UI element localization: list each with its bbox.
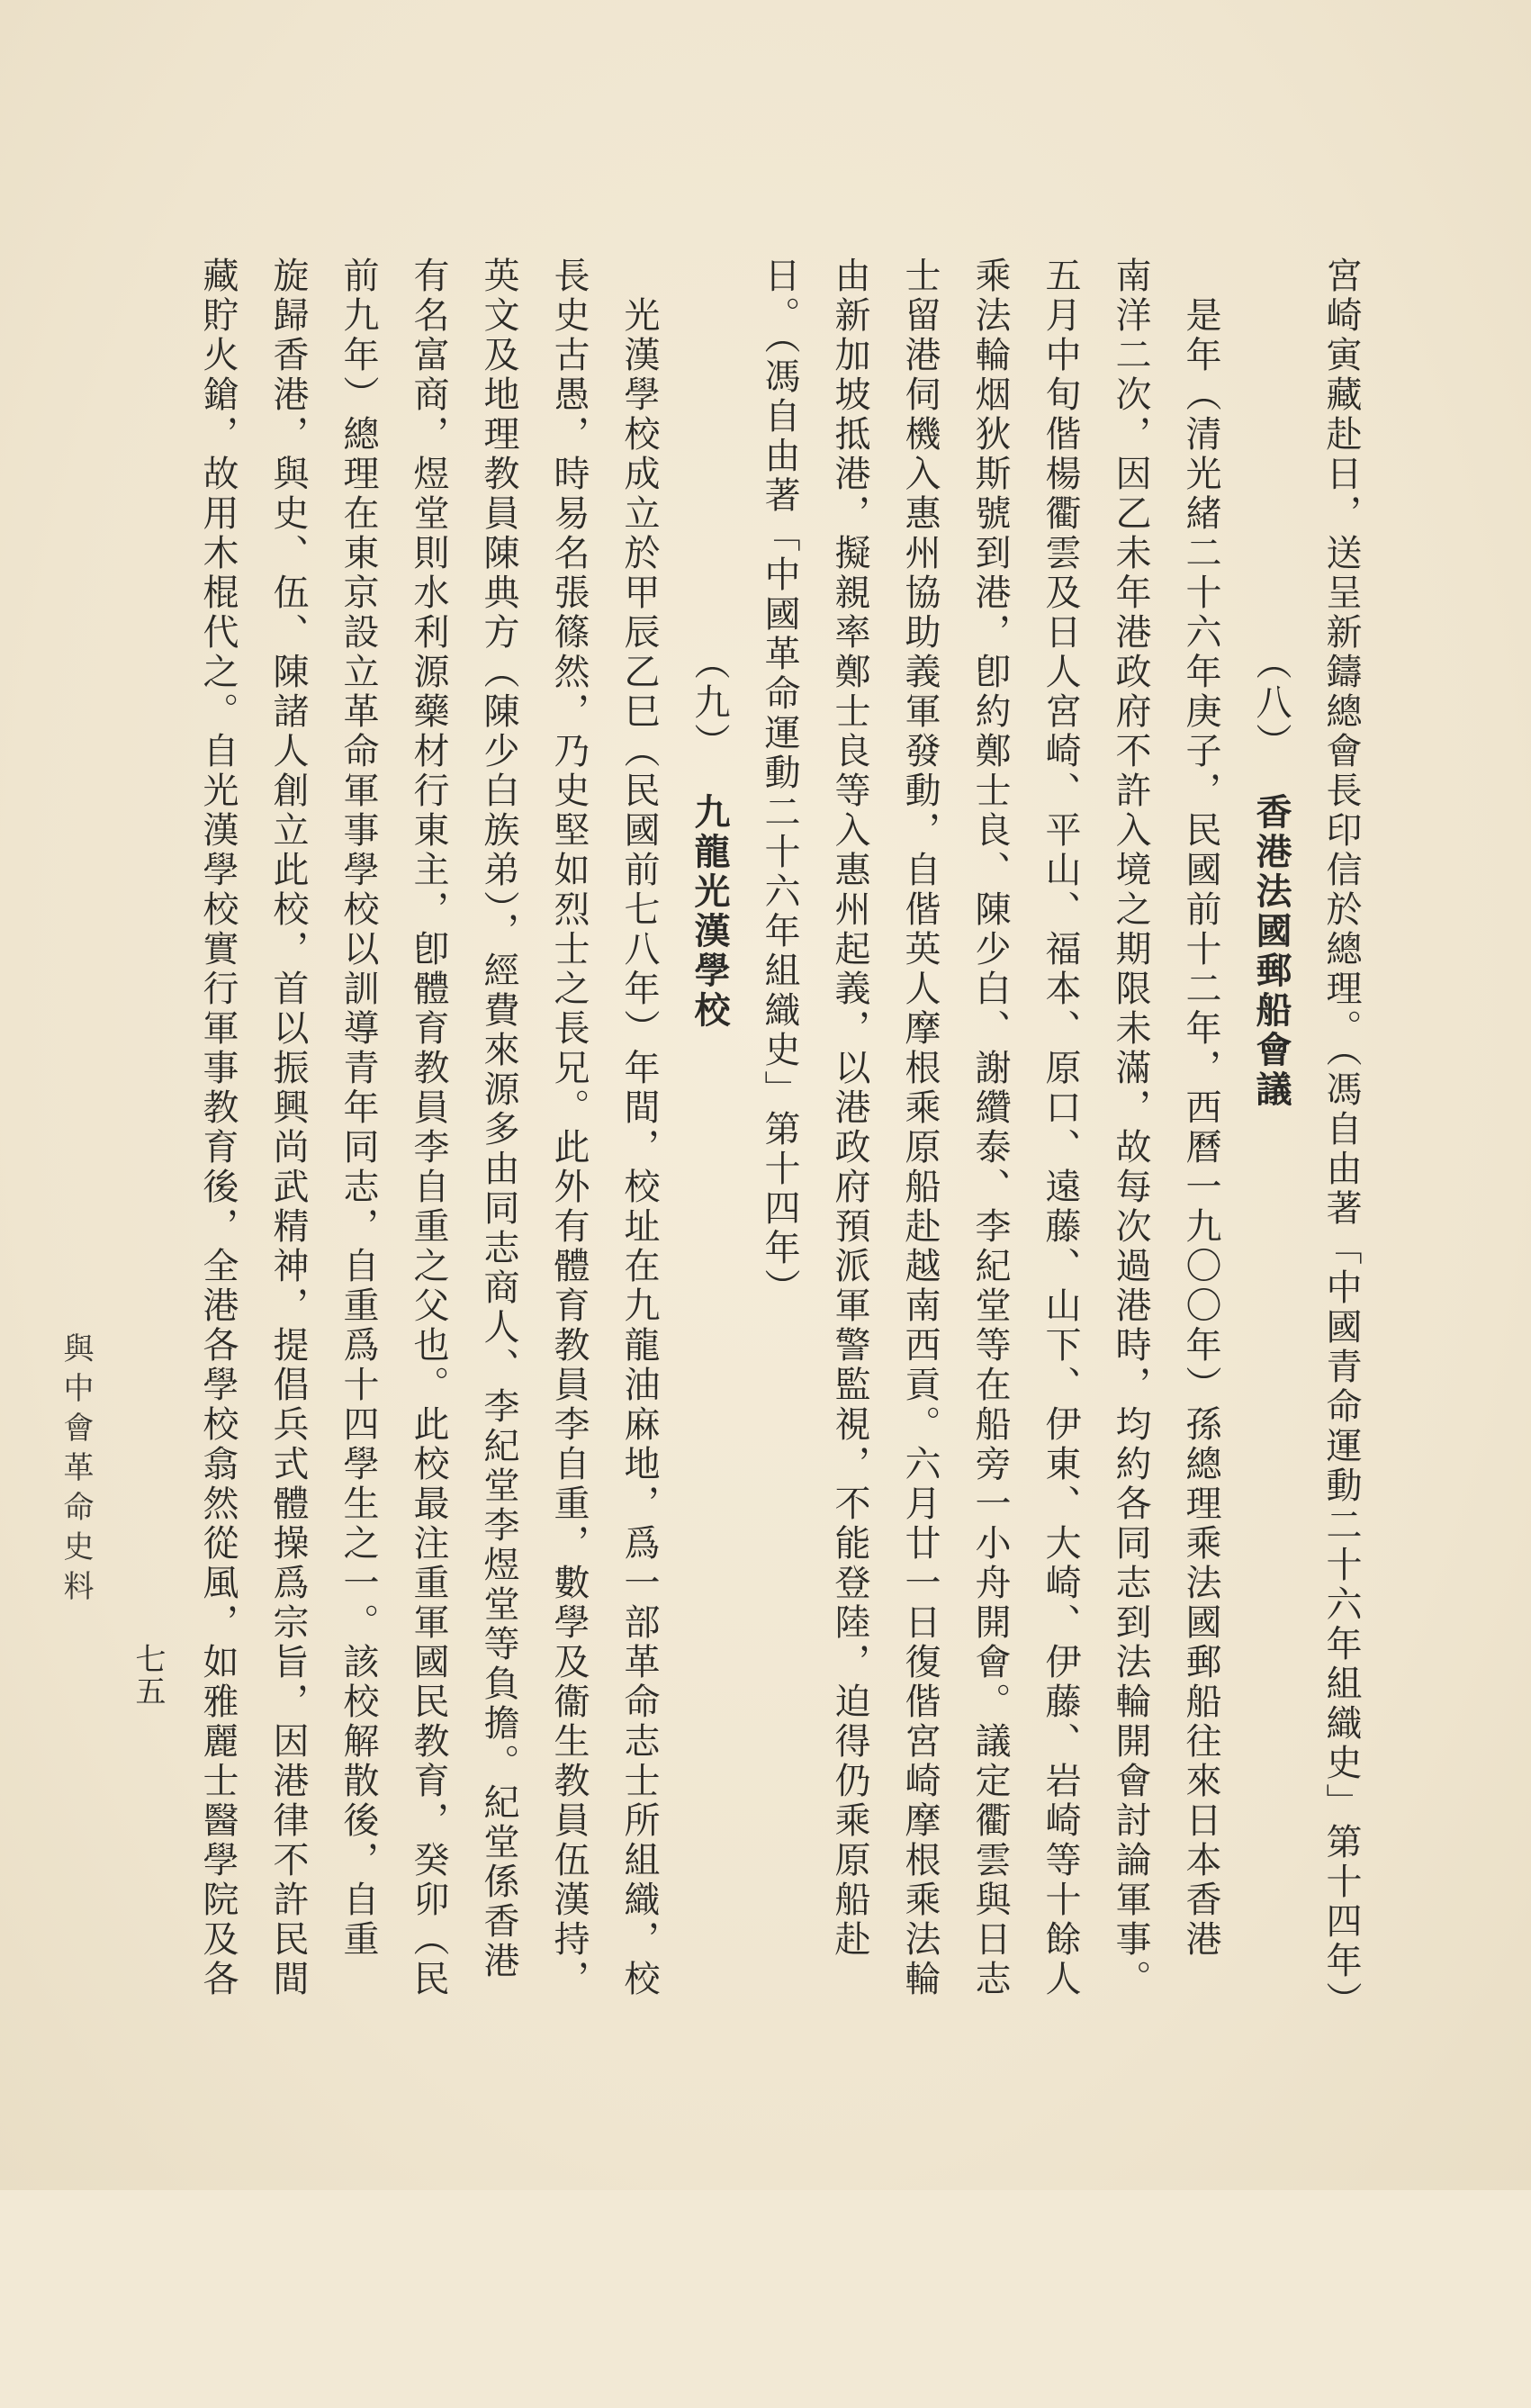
text-column: 日。（馮自由著「中國革命運動二十六年組織史」第十四年）: [759, 257, 800, 1308]
text-column: 長史古愚，時易名張篠然，乃史堅如烈士之長兄。此外有體育教員李自重，數學及衞生教員伍漢持，: [548, 257, 590, 1999]
text-column: 藏貯火鎗，故用木棍代之。自光漢學校實行軍事教育後，全港各學校翕然從風，如雅麗士醫學院及各: [197, 257, 239, 1999]
text-column: 乘法輪烟狄斯號到港，卽約鄭士良、陳少白、謝纘泰、李紀堂等在船旁一小舟開會。議定衢雲與日志: [969, 257, 1011, 1999]
section-heading-9: [689, 257, 730, 2408]
text-column: 光漢學校成立於甲辰乙巳（民國前七八年）年間，校址在九龍油麻地，爲一部革命志士所組織，校: [618, 296, 660, 1999]
text-column: 宮崎寅藏赴日，送呈新鑄總會長印信於總理。（馮自由著「中國青命運動二十六年組織史」第十四年）: [1320, 257, 1362, 2021]
section-number: （八）: [1250, 644, 1292, 762]
text-column: 旋歸香港，與史、伍、陳諸人創立此校，首以振興尚武精神，提倡兵式體操爲宗旨，因港律不許民間: [267, 257, 309, 1999]
section-title: 九龍光漢學校: [689, 793, 730, 1031]
section-heading-8: [1250, 257, 1292, 2408]
text-column: 前九年）總理在東京設立革命軍事學校以訓導青年同志，自重爲十四學生之一。該校解散後，自重: [338, 257, 379, 1960]
text-column: 士留港伺機入惠州協助義軍發動，自偕英人摩根乘原船赴越南西貢。六月廿一日復偕宮崎摩根乘法輪: [899, 257, 941, 1999]
text-column: 五月中旬偕楊衢雲及日人宮崎、平山、福本、原口、遠藤、山下、伊東、大崎、伊藤、岩崎等十餘人: [1040, 257, 1081, 1999]
running-footer-title: 與中會革命史料: [58, 1332, 94, 1610]
text-column: 是年（清光緒二十六年庚子，民國前十二年，西曆一九〇〇年）孫總理乘法國郵船往來日本香港: [1180, 296, 1221, 1960]
section-title: 香港法國郵船會議: [1250, 793, 1292, 1110]
text-column: 由新加坡抵港，擬親率鄭士良等入惠州起義，以港政府預派軍警監視，不能登陸，迫得仍乘原船赴: [829, 257, 870, 1960]
text-column: 有名富商，煜堂則水利源藥材行東主，卽體育教員李自重之父也。此校最注重軍國民教育，癸卯（民: [408, 257, 449, 1999]
text-column: 南洋二次，因乙未年港政府不許入境之期限未滿，故每次過港時，均約各同志到法輪開會討論軍事。: [1110, 257, 1151, 1999]
section-number: （九）: [689, 644, 730, 762]
text-column: 英文及地理教員陳典方（陳少白族弟），經費來源多由同志商人、李紀堂李煜堂等負擔。紀堂係香港: [478, 257, 519, 1981]
page-number: 七五: [130, 1643, 166, 1708]
